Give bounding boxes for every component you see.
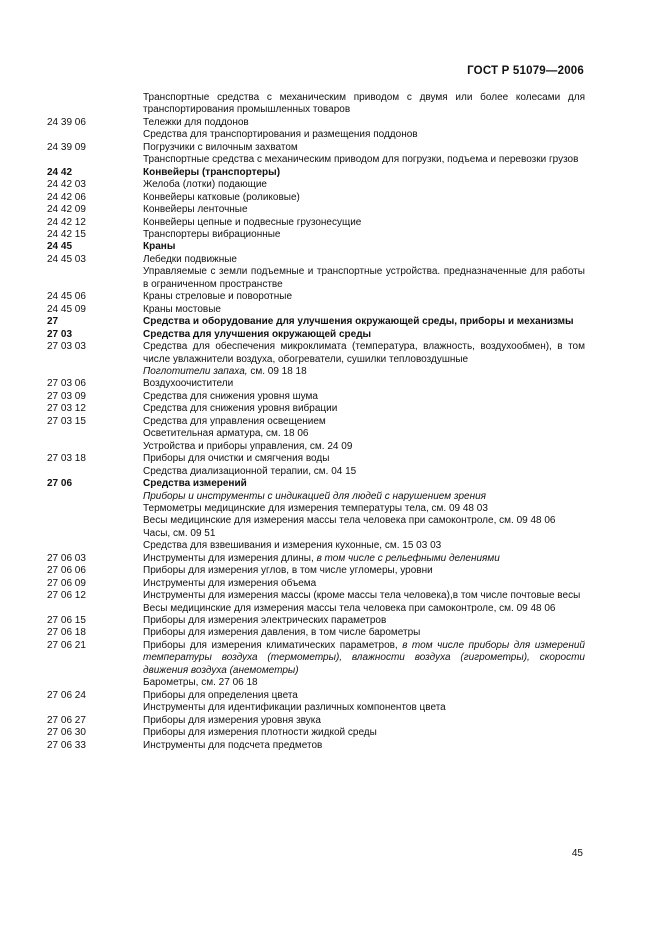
list-item xyxy=(47,304,585,316)
classification-description: Лебедки подвижные xyxy=(143,253,237,265)
classification-description: Тележки для поддонов xyxy=(143,116,249,128)
description-segment: Инструменты для измерения длины, xyxy=(143,552,317,564)
list-item xyxy=(47,466,585,478)
classification-description: Устройства и приборы управления, см. 24 09 xyxy=(143,440,353,452)
list-item xyxy=(47,578,585,590)
classification-description: Барометры, см. 27 06 18 xyxy=(143,677,258,689)
list-item xyxy=(47,217,585,229)
classification-code: 24 45 xyxy=(47,241,73,253)
list-item xyxy=(47,441,585,453)
list-item xyxy=(47,378,585,390)
list-item xyxy=(47,154,585,166)
list-item xyxy=(47,92,585,117)
classification-code: 27 06 18 xyxy=(47,627,86,639)
classification-description: Краны xyxy=(143,241,176,253)
classification-code: 27 03 18 xyxy=(47,453,86,465)
classification-description: Транспортные средства с механическим приводом для погрузки, подъема и перевозки грузов xyxy=(143,154,579,166)
classification-description: Конвейеры катковые (роликовые) xyxy=(143,191,300,203)
list-item xyxy=(47,266,585,291)
classification-description: Краны мостовые xyxy=(143,303,221,315)
classification-code: 24 42 12 xyxy=(47,216,86,228)
list-item xyxy=(47,192,585,204)
classification-code: 27 03 09 xyxy=(47,390,86,402)
classification-code xyxy=(47,677,143,689)
classification-code: 27 06 15 xyxy=(47,615,86,627)
classification-description: Транспортеры вибрационные xyxy=(143,228,281,240)
list-item xyxy=(47,142,585,154)
list-item xyxy=(47,416,585,428)
classification-description: Средства для взвешивания и измерения кухонные, см. 15 03 03 xyxy=(143,540,442,552)
classification-description: Осветительная арматура, см. 18 06 xyxy=(143,428,309,440)
classification-code xyxy=(47,441,143,453)
list-item xyxy=(47,453,585,465)
classification-description: Средства и оборудование для улучшения окружающей среды, приборы и механизмы xyxy=(143,316,574,328)
list-item xyxy=(47,428,585,440)
classification-description: Управляемые с земли подъемные и транспортные устройства. предназначенные для работы в ограниченном пространстве xyxy=(143,266,585,290)
classification-code xyxy=(47,154,143,166)
classification-code: 27 06 12 xyxy=(47,590,86,602)
classification-description: Конвейеры ленточные xyxy=(143,204,248,216)
classification-description: Весы медицинские для измерения массы тела человека при самоконтроле, см. 09 48 06 xyxy=(143,515,556,527)
classification-description: Краны стреловые и поворотные xyxy=(143,291,293,303)
classification-description: Приборы для определения цвета xyxy=(143,689,298,701)
classification-description xyxy=(143,640,585,677)
classification-description: Приборы для измерения электрических параметров xyxy=(143,615,387,627)
classification-code xyxy=(47,466,143,478)
classification-description: Погрузчики с вилочным захватом xyxy=(143,141,298,153)
classification-description: Приборы для очистки и смягчения воды xyxy=(143,453,330,465)
list-item xyxy=(47,677,585,689)
classification-description: Весы медицинские для измерения массы тела человека при самоконтроле, см. 09 48 06 xyxy=(143,602,556,614)
list-item xyxy=(47,491,585,503)
classification-list xyxy=(47,92,585,752)
classification-code: 27 06 21 xyxy=(47,639,86,651)
classification-description: Конвейеры цепные и подвесные грузонесущие xyxy=(143,216,362,228)
classification-code: 27 06 xyxy=(47,478,73,490)
classification-code: 27 06 27 xyxy=(47,714,86,726)
list-item xyxy=(47,179,585,191)
classification-code xyxy=(47,428,143,440)
list-item xyxy=(47,603,585,615)
list-item xyxy=(47,627,585,639)
classification-code: 27 03 xyxy=(47,328,73,340)
classification-code: 27 06 30 xyxy=(47,727,86,739)
classification-description xyxy=(143,366,585,378)
classification-code: 24 45 03 xyxy=(47,253,86,265)
list-item xyxy=(47,702,585,714)
list-item xyxy=(47,528,585,540)
classification-code xyxy=(47,129,143,141)
classification-code xyxy=(47,702,143,714)
page-header-standard-number: ГОСТ Р 51079—2006 xyxy=(467,65,584,77)
list-item xyxy=(47,241,585,253)
classification-description: Инструменты для подсчета предметов xyxy=(143,739,323,751)
classification-description: Конвейеры (транспортеры) xyxy=(143,166,281,178)
classification-description: Приборы для измерения углов, в том числе угломеры, уровни xyxy=(143,565,433,577)
list-item xyxy=(47,503,585,515)
description-segment: в том числе приборы для измерений температуры воздуха (термометры), влажности воздуха (гигрометры), скорости движения воздуха (анемометры) xyxy=(143,639,585,676)
classification-code: 24 42 15 xyxy=(47,228,86,240)
list-item xyxy=(47,615,585,627)
classification-code: 24 42 xyxy=(47,166,73,178)
list-item xyxy=(47,403,585,415)
classification-code: 27 03 06 xyxy=(47,378,86,390)
classification-code xyxy=(47,515,143,527)
classification-description: Инструменты для идентификации различных компонентов цвета xyxy=(143,702,446,714)
list-item xyxy=(47,329,585,341)
classification-code: 27 03 03 xyxy=(47,341,86,353)
list-item xyxy=(47,117,585,129)
classification-description: Транспортные средства с механическим приводом с двумя или более колесами для транспортирования промышленных товаров xyxy=(143,92,585,116)
classification-code: 27 xyxy=(47,316,59,328)
list-item xyxy=(47,204,585,216)
list-item xyxy=(47,727,585,739)
classification-code xyxy=(47,528,143,540)
list-item xyxy=(47,640,585,677)
description-segment: см. 09 18 18 xyxy=(247,365,307,377)
description-segment: Приборы для измерения климатических параметров, xyxy=(143,639,403,651)
classification-description: Инструменты для измерения объема xyxy=(143,577,317,589)
classification-description: Средства для снижения уровня вибрации xyxy=(143,403,338,415)
classification-description: Средства диализационной терапии, см. 04 15 xyxy=(143,465,357,477)
classification-code xyxy=(47,491,143,503)
classification-description: Приборы для измерения давления, в том числе барометры xyxy=(143,627,421,639)
classification-code: 27 06 03 xyxy=(47,552,86,564)
classification-code: 24 45 06 xyxy=(47,291,86,303)
classification-description: Средства для управления освещением xyxy=(143,415,326,427)
list-item xyxy=(47,565,585,577)
description-segment: в том числе с рельефными делениями xyxy=(316,552,500,564)
page-number: 45 xyxy=(571,848,583,859)
classification-code: 27 06 09 xyxy=(47,577,86,589)
classification-code xyxy=(47,92,143,117)
classification-code: 27 03 15 xyxy=(47,415,86,427)
classification-code: 24 42 06 xyxy=(47,191,86,203)
classification-code xyxy=(47,540,143,552)
classification-code: 27 06 33 xyxy=(47,739,86,751)
list-item xyxy=(47,341,585,366)
classification-code: 27 06 24 xyxy=(47,689,86,701)
classification-code: 24 42 03 xyxy=(47,179,86,191)
classification-description: Средства для улучшения окружающей среды xyxy=(143,328,372,340)
list-item xyxy=(47,254,585,266)
classification-code: 24 42 09 xyxy=(47,204,86,216)
list-item xyxy=(47,553,585,565)
classification-code xyxy=(47,266,143,291)
classification-code: 27 03 12 xyxy=(47,403,86,415)
list-item xyxy=(47,167,585,179)
list-item xyxy=(47,291,585,303)
classification-description: Часы, см. 09 51 xyxy=(143,527,216,539)
classification-description: Средства для снижения уровня шума xyxy=(143,390,318,402)
list-item xyxy=(47,715,585,727)
list-item xyxy=(47,316,585,328)
classification-description: Средства измерений xyxy=(143,478,247,490)
list-item xyxy=(47,478,585,490)
classification-code: 24 45 09 xyxy=(47,303,86,315)
description-segment: Поглотители запаха, xyxy=(143,365,248,377)
classification-description: Желоба (лотки) подающие xyxy=(143,179,267,191)
classification-code: 27 06 06 xyxy=(47,565,86,577)
classification-description: Приборы для измерения уровня звука xyxy=(143,714,321,726)
classification-description: Термометры медицинские для измерения температуры тела, см. 09 48 03 xyxy=(143,502,488,514)
list-item xyxy=(47,690,585,702)
list-item xyxy=(47,366,585,378)
list-item xyxy=(47,515,585,527)
classification-description: Воздухоочистители xyxy=(143,378,234,390)
list-item xyxy=(47,740,585,752)
list-item xyxy=(47,590,585,602)
classification-code xyxy=(47,503,143,515)
classification-description: Приборы для измерения плотности жидкой среды xyxy=(143,727,377,739)
classification-code xyxy=(47,366,143,378)
classification-description: Средства для транспортирования и размещения поддонов xyxy=(143,129,418,141)
list-item xyxy=(47,540,585,552)
classification-description: Средства для обеспечения микроклимата (температура, влажность, воздухообмен), в том числе увлажнители воздуха, обогреватели, сушилки тепловоздушные xyxy=(143,341,585,365)
list-item xyxy=(47,391,585,403)
classification-description xyxy=(143,553,585,565)
list-item xyxy=(47,129,585,141)
classification-description: Приборы и инструменты с индикацией для людей с нарушением зрения xyxy=(143,490,487,502)
classification-code: 24 39 09 xyxy=(47,141,86,153)
classification-description: Инструменты для измерения массы (кроме массы тела человека),в том числе почтовые весы xyxy=(143,590,581,602)
classification-code xyxy=(47,603,143,615)
list-item xyxy=(47,229,585,241)
classification-code: 24 39 06 xyxy=(47,116,86,128)
